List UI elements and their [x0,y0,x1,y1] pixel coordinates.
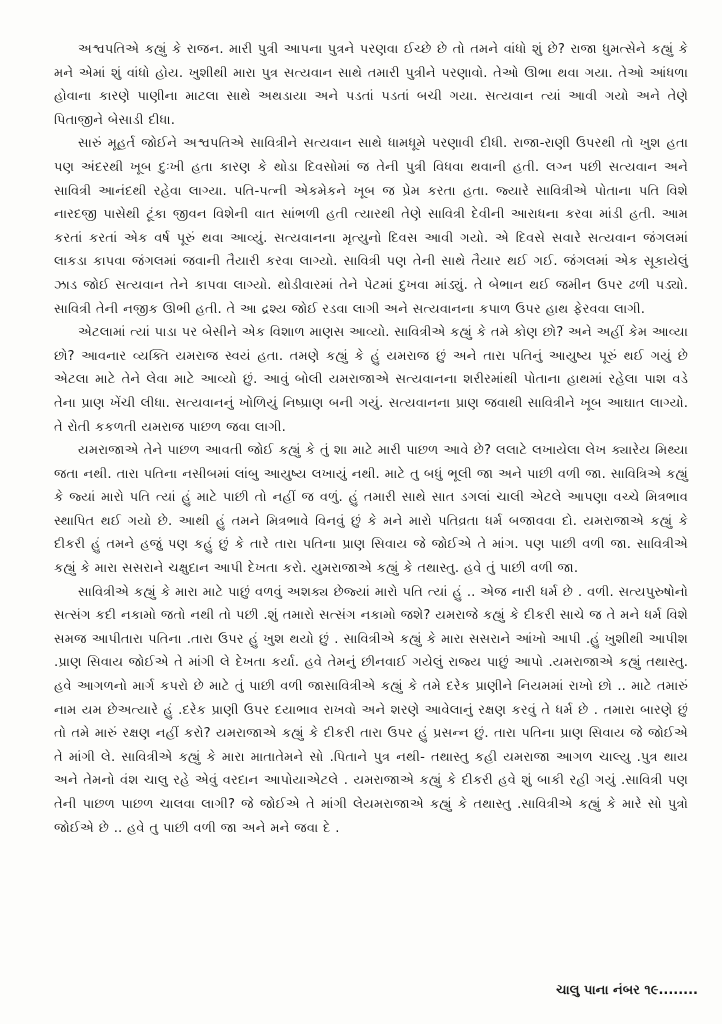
paragraph-1: અશ્વપતિએ કહ્યું કે રાજન. મારી પુત્રી આપના પુત્રને પરણવા ઈચ્છે છે તો તમને વાંધો શું છે? રાજા ધુમત્સેને કહ્યું કે મને એમાં શું વાંધો હોય. ખુશીથી મારા પુત્ર સત્યવાન સાથે તમારી પુત્રીને પરણાવો. તેઓ ઊભા થવા ગયા. તેઓ આંધળા હોવાના કારણે પાણીના માટલા સાથે અથડાયા અને પડતાં પડતાં બચી ગયા. સત્યવાન ત્યાં આવી ગયો અને તેણે પિતાજીને બેસાડી દીધા. [54,42,688,128]
paragraph-5: સાવિત્રીએ કહ્યું કે મારા માટે પાછું વળવું અશક્ય છેજ્યાં મારો પતિ ત્યાં હું .. એજ નારી ધર્મ છે . વળી. સત્યપુરુષોનો સત્સંગ કદી નકામો જતો નથી તો પછી .શું તમારો સત્સંગ નકામો જશે? યમરાજે કહ્યું કે દીકરી સાચે જ તે મને ધર્મ વિશે સમજ આપીતારા પતિના .તારા ઉપર હું ખુશ થયો છું . સાવિત્રીએ કહ્યું કે મારા સસરાને આંખો આપી .હું ખુશીથી આપીશ .પ્રાણ સિવાય જોઈએ તે માંગી લે દેખતા કર્યા. હવે તેમનું છીનવાઈ ગયેલું રાજ્ય પાછું આપો .યમરાજાએ કહ્યું તથાસ્તુ. હવે આગળનો માર્ગ કપરો છે માટે તું પાછી વળી જાસાવિત્રીએ કહ્યું કે તમે દરેક પ્રાણીને નિયમમાં રાખો છો .. માટે તમારું નામ યમ છેઅત્યારે હું .દરેક પ્રાણી ઉપર દયાભાવ રાખવો અને શરણે આવેલાનું રક્ષણ કરવું તે ધર્મ છે . તમારા બારણે છું તો તમે મારું રક્ષણ નહીં કરો? યમરાજાએ કહ્યું કે દીકરી તારા ઉપર હું પ્રસન્ન છું. તારા પતિના પ્રાણ સિવાય જે જોઈએ તે માંગી લે. સાવિત્રીએ કહ્યું કે મારા માતાતેમને સો .પિતાને પુત્ર નથી- તથાસ્તુ કહી યમરાજા આગળ ચાલ્યુ .પુત્ર થાય અને તેમનો વંશ ચાલુ રહે એવું વરદાન આપોયાએટલે . યમરાજાએ કહ્યું કે દીકરી હવે શું બાકી રહી ગયું .સાવિત્રી પણ તેની પાછળ પાછળ ચાલવા લાગી? જે જોઈએ તે માંગી લેયમરાજાએ કહ્યું કે તથાસ્તુ .સાવિત્રીએ કહ્યું કે મારે સો પુત્રો જોઈએ છે .. હવે તુ પાછી વળી જા અને મને જવા દે . [54,584,688,836]
article-body [54,38,688,840]
paragraph-4: યમરાજાએ તેને પાછળ આવતી જોઈ કહ્યું કે તું શા માટે મારી પાછળ આવે છે? લલાટે લખાયેલા લેખ ક્યારેય મિથ્યા જતા નથી. તારા પતિના નસીબમાં લાંબુ આયુષ્ય લખાયું નથી. માટે તુ બધું ભૂલી જા અને પાછી વળી જા. સાવિત્રિએ કહ્યું કે જ્યાં મારો પતિ ત્યાં હું માટે પાછી તો નહીં જ વળું. હું તમારી સાથે સાત ડગલાં ચાલી એટલે આપણા વચ્ચે મિત્રભાવ સ્થાપિત થઈ ગયો છે. આથી હું તમને મિત્રભાવે વિનવું છું કે મને મારો પતિવ્રતા ધર્મ બજાવવા દો. યમરાજાએ કહ્યું કે દીકરી હું તમને હજું પણ કહું છું કે તારે તારા પતિના પ્રાણ સિવાય જે જોઈએ તે માંગ. પણ પાછી વળી જા. સાવિત્રીએ કહ્યું કે મારા સસરાને ચક્ષુદાન આપી દેખતા કરો. યુમરાજાએ કહ્યું કે તથાસ્તુ. હવે તું પાછી વળી જા. [54,443,688,577]
paragraph-2: સારું મૂહર્ત જોઈને અશ્વપતિએ સાવિત્રીને સત્યવાન સાથે ધામધૂમે પરણાવી દીધી. રાજા-રાણી ઉપરથી તો ખુશ હતા પણ અંદરથી ખૂબ દુઃખી હતા કારણ કે થોડા દિવસોમાં જ તેની પુત્રી વિધવા થવાની હતી. લગ્ન પછી સત્યવાન અને સાવિત્રી આનંદથી રહેવા લાગ્યા. પતિ-પત્ની એકમેકને ખૂબ જ પ્રેમ કરતા હતા. જ્યારે સાવિત્રીએ પોતાના પતિ વિશે નારદજી પાસેથી ટૂંકા જીવન વિશેની વાત સાંભળી હતી ત્યારથી તેણે સાવિત્રી દેવીની આરાધના કરવા માંડી હતી. આમ કરતાં કરતાં એક વર્ષ પૂરું થવા આવ્યું. સત્યવાનના મૃત્યુનો દિવસ આવી ગયો. એ દિવસે સવારે સત્યવાન જંગલમાં લાકડા કાપવા જંગલમાં જવાની તૈયારી કરવા લાગ્યો. સાવિત્રી પણ તેની સાથે તૈયાર થઈ ગઈ. જંગલમાં એક સૂકાયેલું ઝાડ જોઈ સત્યવાન તેને કાપવા લાગ્યો. થોડીવારમાં તેને પેટમાં દુખવા માંડ્યું. તે બેભાન થઈ જમીન ઉપર ઢળી પડ્યો. સાવિત્રી તેની નજીક ઊભી હતી. તે આ દ્રશ્ય જોઈ રડવા લાગી અને સત્યવાનના કપાળ ઉપર હાથ ફેરવવા લાગી. [54,136,688,317]
continued-on-page-note: ચાલુ પાના નંબર ૧૯........ [556,983,698,998]
paragraph-3: એટલામાં ત્યાં પાડા પર બેસીને એક વિશાળ માણસ આવ્યો. સાવિત્રીએ કહ્યું કે તમે કોણ છો? અને અહીં કેમ આવ્યા છો? આવનાર વ્યક્તિ યમરાજ સ્વયં હતા. તમણે કહ્યું કે હું યમરાજ છું અને તારા પતિનું આયુષ્ય પૂરું થઈ ગયું છે એટલા માટે તેને લેવા માટે આવ્યો છું. આવું બોલી યમરાજાએ સત્યવાનના શરીરમાંથી પોતાના હાથમાં રહેલા પાશ વડે તેના પ્રાણ ખેંચી લીધા. સત્યવાનનું ખોળિયું નિષ્પ્રાણ બની ગયું. સત્યવાનના પ્રાણ જવાથી સાવિત્રીને ખૂબ આઘાત લાગ્યો. તે રોતી કકળતી યમરાજ પાછળ જવા લાગી. [54,325,688,435]
